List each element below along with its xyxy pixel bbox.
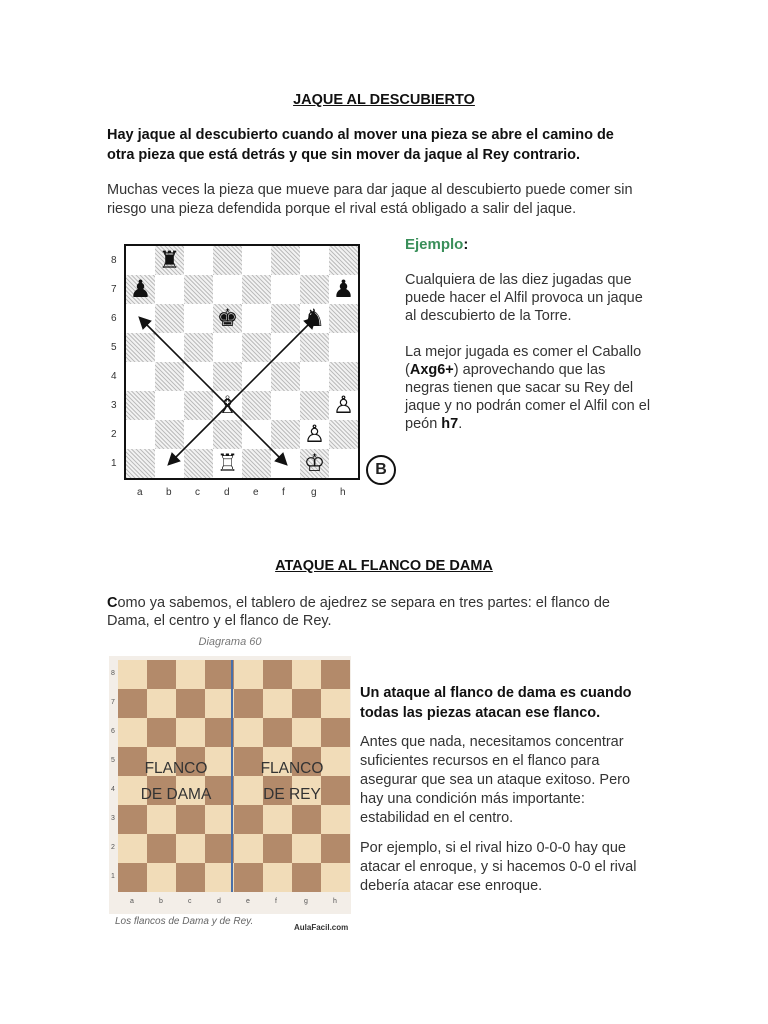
board-square (292, 689, 321, 718)
diagram-title: Diagrama 60 (198, 636, 262, 648)
flanco-para-line-1: Como ya sabemos, el tablero de ajedrez se separa en tres partes: el flanco de (107, 595, 610, 611)
file-label: c (188, 898, 192, 905)
flank-bold-1: Un ataque al flanco de dama es cuando (360, 685, 632, 701)
bishop-move-arrow (228, 406, 286, 464)
best-move-text-4: jaque y no podrán comer el Alfil con el (405, 398, 651, 414)
rank-label: 2 (111, 429, 117, 440)
board-square (263, 863, 292, 892)
section-title-flanco: ATAQUE AL FLANCO DE DAMA (275, 558, 493, 574)
board-square (292, 718, 321, 747)
board-square (176, 689, 205, 718)
file-label: a (130, 898, 134, 905)
diagram-source: AulaFacil.com (294, 923, 349, 932)
board-square (176, 718, 205, 747)
board-square (321, 689, 350, 718)
board-square (263, 718, 292, 747)
example-text-1: Cualquiera de las diez jugadas que (405, 272, 632, 288)
white-pawn-icon: ♙ (303, 420, 326, 448)
example-heading (405, 235, 468, 254)
bishop-move-arrow (170, 406, 228, 464)
rank-label: 4 (111, 786, 115, 793)
board-square (234, 718, 263, 747)
intro-bold-line-1: Hay jaque al descubierto cuando al mover una pieza se abre el camino de (107, 127, 614, 143)
board-square (176, 660, 205, 689)
board-square (321, 718, 350, 747)
rank-label: 2 (111, 844, 115, 851)
flank-text-3: asegurar que sea un ataque exitoso. Pero (360, 772, 631, 788)
file-label: h (333, 898, 337, 905)
rank-label: 6 (111, 313, 117, 324)
flank-bold-2: todas las piezas atacan ese flanco. (360, 705, 601, 721)
board-square (321, 834, 350, 863)
flank-text-5: estabilidad en el centro. (360, 810, 514, 826)
rank-label: 4 (111, 371, 117, 382)
board-square (176, 834, 205, 863)
board-square (118, 805, 147, 834)
white-pawn-icon: ♙ (332, 391, 355, 419)
pawn-square: h7 (441, 416, 459, 432)
rank-label: 8 (111, 670, 115, 677)
example-text-3: al descubierto de la Torre. (405, 308, 572, 324)
board-square (118, 863, 147, 892)
file-label: e (253, 487, 259, 498)
white-king-icon: ♔ (303, 449, 326, 477)
board-square (176, 805, 205, 834)
file-label: g (304, 898, 308, 905)
board-square (205, 863, 234, 892)
board-square (292, 863, 321, 892)
flank-text-4: hay una condición más importante: (360, 791, 585, 807)
flank-diagram (105, 636, 355, 936)
file-label: f (275, 898, 277, 905)
bishop-move-arrow (228, 319, 315, 406)
board-square (263, 834, 292, 863)
rank-label: 8 (111, 255, 117, 266)
board-square (147, 863, 176, 892)
best-move-text-1: La mejor jugada es comer el Caballo (405, 344, 642, 360)
board-square (147, 689, 176, 718)
rank-label: 3 (111, 400, 117, 411)
file-label: f (282, 487, 285, 498)
file-label: d (224, 487, 230, 498)
file-label: g (311, 487, 317, 498)
bishop-move-arrow (141, 319, 228, 406)
board-square (118, 834, 147, 863)
file-label: a (137, 487, 143, 498)
section-title-jaque: JAQUE AL DESCUBIERTO (293, 92, 475, 108)
rank-label: 7 (111, 284, 117, 295)
board-square (205, 718, 234, 747)
board-square (147, 718, 176, 747)
black-king-icon: ♚ (216, 304, 239, 332)
bishop-arrows (126, 246, 358, 478)
board-square (118, 660, 147, 689)
board-square (234, 863, 263, 892)
kingside-label: FLANCO DE REY (260, 760, 324, 803)
example-colon: : (463, 236, 469, 253)
file-label: b (166, 487, 172, 498)
black-knight-icon: ♞ (303, 304, 326, 332)
white-rook-icon: ♖ (216, 449, 239, 477)
board-square (321, 805, 350, 834)
board-square (263, 689, 292, 718)
board-square (118, 718, 147, 747)
board-square (292, 660, 321, 689)
flank-text-7: atacar el enroque, y si hacemos 0-0 el rival (360, 859, 637, 875)
board-square (147, 805, 176, 834)
intro-para-line-2: riesgo una pieza defendida porque el rival está obligado a salir del jaque. (107, 201, 577, 217)
board-square (234, 689, 263, 718)
white-bishop-icon: ♗ (216, 391, 239, 419)
diagram-badge: B (366, 455, 396, 485)
rank-label: 5 (111, 757, 115, 764)
intro-para-line-1: Muchas veces la pieza que mueve para dar jaque al descubierto puede comer sin (107, 182, 633, 198)
board-square (205, 689, 234, 718)
black-pawn-icon: ♟ (332, 275, 355, 303)
file-label: b (159, 898, 163, 905)
board-square (176, 863, 205, 892)
board-square (321, 863, 350, 892)
board-square (234, 805, 263, 834)
rank-label: 6 (111, 728, 115, 735)
board-square (292, 805, 321, 834)
flank-text-6: Por ejemplo, si el rival hizo 0-0-0 hay que (360, 840, 626, 856)
chess-diagram-jaque (108, 240, 398, 502)
example-text-2: puede hacer el Alfil provoca un jaque (405, 290, 643, 306)
flank-text-2: suficientes recursos en el flanco para (360, 753, 600, 769)
move-notation: Axg6+ (409, 362, 454, 378)
board-square (234, 834, 263, 863)
rank-label: 5 (111, 342, 117, 353)
flank-text-8: debería atacar ese enroque. (360, 878, 543, 894)
queenside-label: FLANCO DE DAMA (140, 760, 212, 803)
board-square (263, 660, 292, 689)
rank-label: 1 (111, 458, 117, 469)
board-square (147, 660, 176, 689)
black-rook-icon: ♜ (158, 246, 181, 274)
best-move-text-2: (Axg6+) aprovechando que las (405, 362, 606, 378)
file-label: h (340, 487, 346, 498)
board-square (234, 660, 263, 689)
flank-text-1: Antes que nada, necesitamos concentrar (360, 734, 624, 750)
board-square (205, 834, 234, 863)
board-square (147, 834, 176, 863)
diagram-caption: Los flancos de Dama y de Rey. (115, 916, 254, 927)
best-move-text-5: peón h7. (405, 416, 463, 432)
example-label: Ejemplo (405, 236, 464, 253)
board-square (263, 805, 292, 834)
file-label: d (217, 898, 221, 905)
black-pawn-icon: ♟ (129, 275, 152, 303)
file-label: c (195, 487, 200, 498)
board-square (118, 689, 147, 718)
board-square (292, 834, 321, 863)
board-square (205, 805, 234, 834)
board-square (321, 660, 350, 689)
file-label: e (246, 898, 250, 905)
flanco-para-line-2: Dama, el centro y el flanco de Rey. (107, 613, 332, 629)
rank-label: 3 (111, 815, 115, 822)
best-move-text-3: negras tienen que sacar su Rey del (405, 380, 634, 396)
rank-label: 7 (111, 699, 115, 706)
intro-bold-line-2: otra pieza que está detrás y que sin mover da jaque al Rey contrario. (107, 147, 581, 163)
rank-label: 1 (111, 873, 115, 880)
board-square (205, 660, 234, 689)
